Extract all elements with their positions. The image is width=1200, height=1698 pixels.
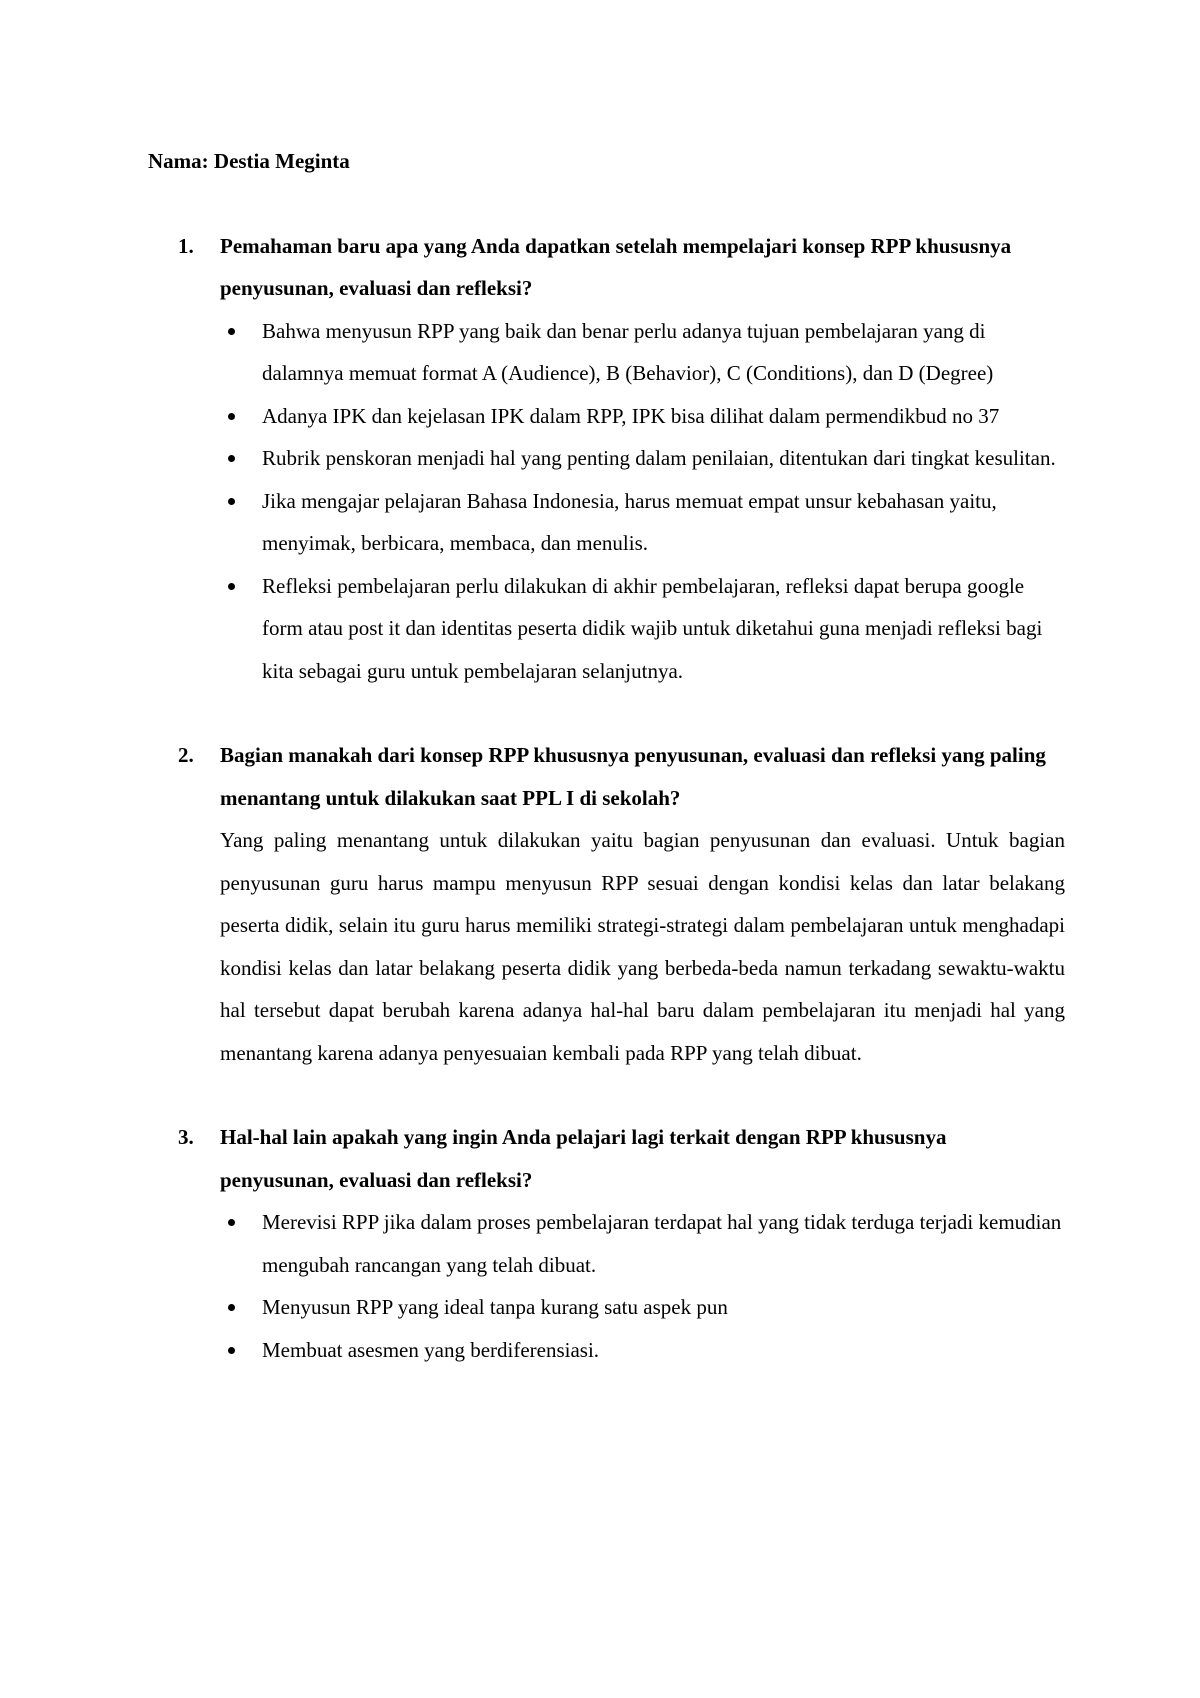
question-number: 3.: [178, 1125, 194, 1149]
bullet-icon: [228, 1347, 235, 1354]
question-1: [148, 225, 1065, 310]
list-item-text: Menyusun RPP yang ideal tanpa kurang satu aspek pun: [262, 1295, 728, 1319]
bullet-icon: [228, 583, 235, 590]
student-name: Nama: Destia Meginta: [148, 149, 350, 173]
list-item: [262, 1201, 1065, 1286]
list-item-text: Refleksi pembelajaran perlu dilakukan di akhir pembelajaran, refleksi dapat berupa google form atau post it dan identitas peserta didik wajib untuk diketahui guna menjadi refleksi bagi kita sebagai guru untuk pembelajaran selanjutnya.: [262, 573, 1043, 683]
list-item-text: Jika mengajar pelajaran Bahasa Indonesia, harus memuat empat unsur kebahasan yaitu, menyimak, berbicara, membaca, dan menulis.: [262, 488, 997, 555]
bullet-icon: [228, 498, 235, 505]
bullet-icon: [228, 1219, 235, 1226]
bullet-icon: [228, 1304, 235, 1311]
list-item: [262, 565, 1065, 693]
bullet-icon: [228, 328, 235, 335]
list-item: [262, 1286, 1065, 1329]
list-item: [262, 310, 1065, 395]
list-item: [262, 437, 1065, 480]
answer-list: [148, 310, 1065, 693]
bullet-icon: [228, 413, 235, 420]
list-item: [262, 480, 1065, 565]
answer-list: [148, 1201, 1065, 1371]
list-item-text: Adanya IPK dan kejelasan IPK dalam RPP, IPK bisa dilihat dalam permendikbud no 37: [262, 403, 1000, 428]
question-number: 1.: [178, 233, 194, 258]
section-2: [148, 734, 1065, 1074]
question-text: Hal-hal lain apakah yang ingin Anda pelajari lagi terkait dengan RPP khususnya penyusunan, evaluasi dan refleksi?: [220, 1125, 947, 1192]
question-3: [148, 1116, 1065, 1201]
list-item: [262, 395, 1065, 438]
list-item-text: Membuat asesmen yang berdiferensiasi.: [262, 1337, 600, 1362]
section-1: [148, 225, 1065, 693]
list-item-text: Merevisi RPP jika dalam proses pembelajaran terdapat hal yang tidak terduga terjadi kemudian mengubah rancangan yang telah dibuat.: [262, 1210, 1062, 1277]
list-item: [262, 1329, 1065, 1372]
section-3: [148, 1116, 1065, 1371]
bullet-icon: [228, 455, 235, 462]
question-number: 2.: [178, 743, 194, 767]
question-2: [148, 734, 1065, 819]
question-text: Bagian manakah dari konsep RPP khususnya penyusunan, evaluasi dan refleksi yang paling menantang untuk dilakukan saat PPL I di sekolah?: [220, 743, 1046, 810]
list-item-text: Rubrik penskoran menjadi hal yang penting dalam penilaian, ditentukan dari tingkat kesulitan.: [262, 446, 1056, 470]
list-item-text: Bahwa menyusun RPP yang baik dan benar perlu adanya tujuan pembelajaran yang di dalamnya memuat format A (Audience), B (Behavior), C (Conditions), dan D (Degree): [262, 318, 994, 385]
answer-paragraph: Yang paling menantang untuk dilakukan yaitu bagian penyusunan dan evaluasi. Untuk bagian penyusunan guru harus mampu menyusun RPP sesuai dengan kondisi kelas dan latar belakang peserta didik, selain itu guru harus memiliki strategi-strategi dalam pembelajaran untuk menghadapi kondisi kelas dan latar belakang peserta didik yang berbeda-beda namun terkadang sewaktu-waktu hal tersebut dapat berubah karena adanya hal-hal baru dalam pembelajaran itu menjadi hal yang menantang karena adanya penyesuaian kembali pada RPP yang telah dibuat.: [220, 828, 1065, 1065]
question-text: Pemahaman baru apa yang Anda dapatkan setelah mempelajari konsep RPP khususnya penyusunan, evaluasi dan refleksi?: [220, 233, 1012, 300]
